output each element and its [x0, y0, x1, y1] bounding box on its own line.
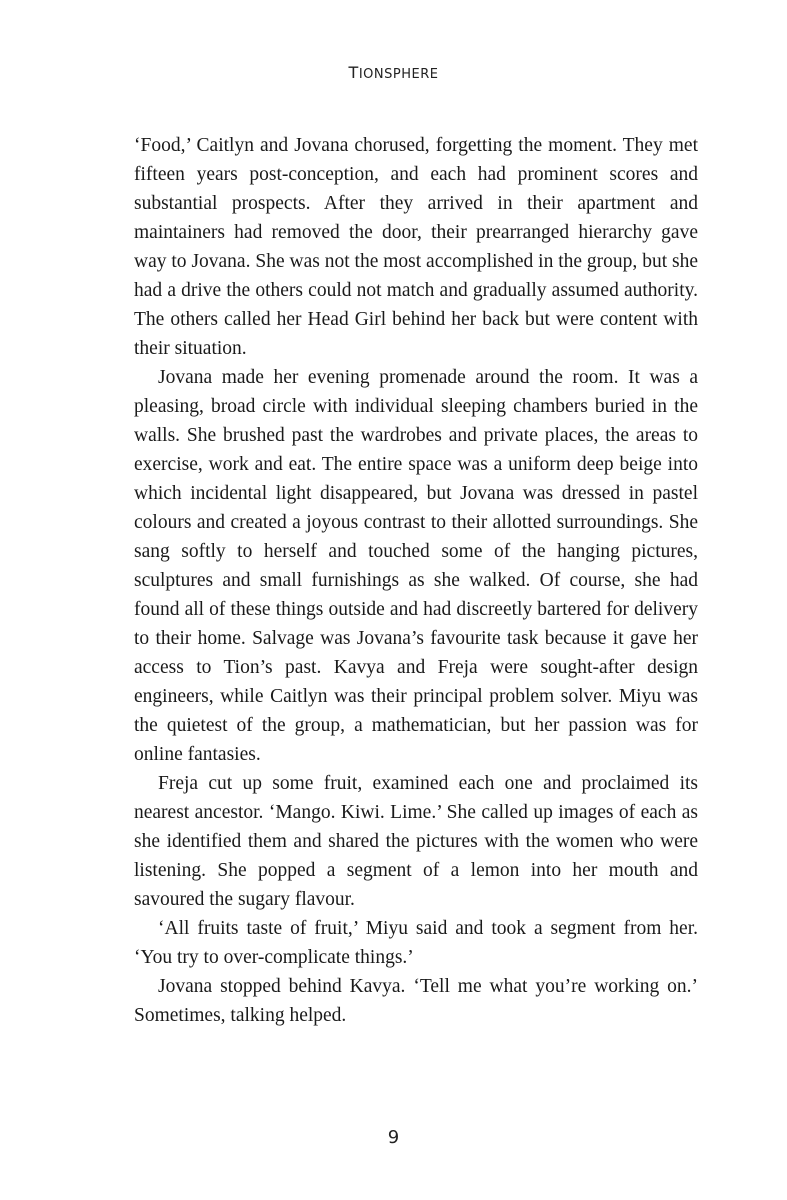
paragraph: Freja cut up some fruit, examined each one and proclaimed its nearest ancestor. ‘Mango. Kiwi. Lime.’ She called up images of each as she identified them and shared the pictures with the women who were listening. She popped a segment of a lemon into her mouth and savoured the sugary flavour.: [134, 773, 698, 910]
paragraph: ‘All fruits taste of fruit,’ Miyu said and took a segment from her. ‘You try to over-complicate things.’: [134, 918, 698, 968]
running-header-initial: T: [348, 63, 359, 82]
running-header: [0, 63, 787, 82]
paragraph: ‘Food,’ Caitlyn and Jovana chorused, forgetting the moment. They met fifteen years post-conception, and each had prominent scores and substantial prospects. After they arrived in their apartment and maintainers had removed the door, their prearranged hierarchy gave way to Jovana. She was not the most accomplished in the group, but she had a drive the others could not match and gradually assumed authority. The others called her Head Girl behind her back but were content with their situation.: [134, 135, 698, 359]
paragraph: Jovana stopped behind Kavya. ‘Tell me what you’re working on.’ Sometimes, talking helped.: [134, 976, 698, 1026]
page-number: 9: [387, 1127, 400, 1148]
paragraph: Jovana made her evening promenade around the room. It was a pleasing, broad circle with individual sleeping chambers buried in the walls. She brushed past the wardrobes and private places, the areas to exercise, work and eat. The entire space was a uniform deep beige into which incidental light disappeared, but Jovana was dressed in pastel colours and created a joyous contrast to their allotted surroundings. She sang softly to herself and touched some of the hanging pictures, sculptures and small furnishings as she walked. Of course, she had found all of these things outside and had discreetly bartered for delivery to their home. Salvage was Jovana’s favourite task because it gave her access to Tion’s past. Kavya and Freja were sought-after design engineers, while Caitlyn was their principal problem solver. Miyu was the quietest of the group, a mathematician, but her passion was for online fantasies.: [134, 367, 698, 765]
body-text: [134, 131, 698, 1030]
running-header-rest: IONSPHERE: [358, 67, 439, 82]
